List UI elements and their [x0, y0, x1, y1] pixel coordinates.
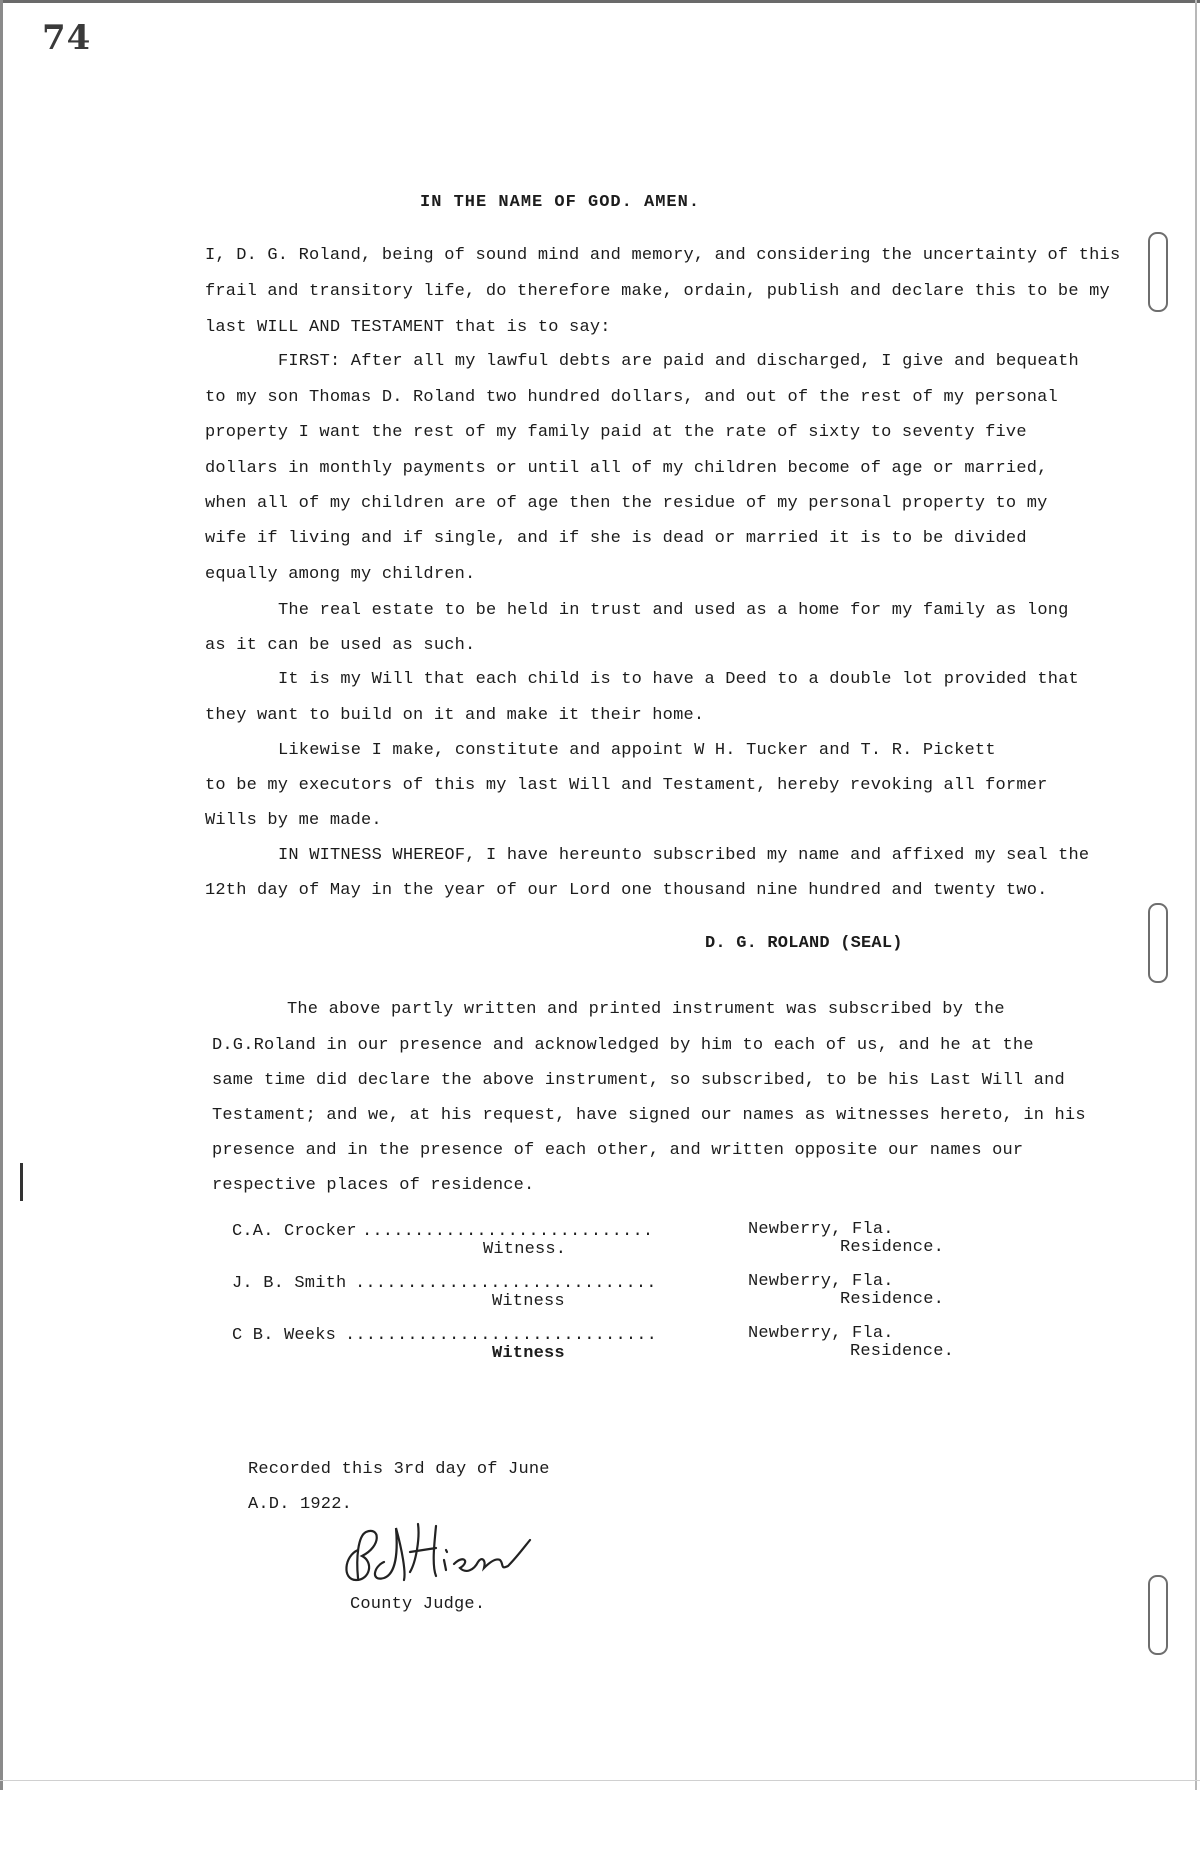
- body-line: property I want the rest of my family paid at the rate of sixty to seventy five: [205, 423, 1027, 442]
- body-line: It is my Will that each child is to have a Deed to a double lot provided that: [278, 670, 1079, 689]
- binder-hole: [1148, 1575, 1168, 1655]
- attestation-line: presence and in the presence of each other, and written opposite our names our: [212, 1141, 1024, 1160]
- witness-place-label: Residence.: [840, 1238, 945, 1257]
- scan-edge-bottom: [0, 1780, 1200, 1781]
- body-line: dollars in monthly payments or until all of my children become of age or married,: [205, 459, 1048, 478]
- witness-place: Newberry, Fla.: [748, 1272, 894, 1291]
- testator-signature: D. G. ROLAND (SEAL): [705, 934, 903, 953]
- witness-place-label: Residence.: [850, 1342, 955, 1361]
- body-line: to be my executors of this my last Will and Testament, hereby revoking all former: [205, 776, 1048, 795]
- witness-place: Newberry, Fla.: [748, 1220, 894, 1239]
- body-line: The real estate to be held in trust and used as a home for my family as long: [278, 601, 1069, 620]
- body-line: 12th day of May in the year of our Lord one thousand nine hundred and twenty two.: [205, 881, 1048, 900]
- scan-edge-right: [1195, 0, 1197, 1790]
- body-line: FIRST: After all my lawful debts are paid and discharged, I give and bequeath: [278, 352, 1079, 371]
- witness-dots: .............................: [355, 1274, 657, 1293]
- witness-name: J. B. Smith: [232, 1274, 347, 1293]
- body-line: equally among my children.: [205, 565, 476, 584]
- body-line: frail and transitory life, do therefore make, ordain, publish and declare this to be my: [205, 282, 1110, 301]
- witness-name: C B. Weeks: [232, 1326, 337, 1345]
- body-line: when all of my children are of age then the residue of my personal property to my: [205, 494, 1048, 513]
- scan-edge-top: [0, 0, 1200, 3]
- attestation-line: The above partly written and printed instrument was subscribed by the: [287, 1000, 1005, 1019]
- attestation-line: D.G.Roland in our presence and acknowledged by him to each of us, and he at the: [212, 1036, 1034, 1055]
- county-judge-signature: [340, 1510, 540, 1590]
- binder-hole: [1148, 903, 1168, 983]
- witness-dots: ..............................: [345, 1326, 658, 1345]
- page-number: 74: [42, 18, 92, 58]
- recorded-year-line: A.D. 1922.: [248, 1495, 353, 1514]
- body-line: I, D. G. Roland, being of sound mind and memory, and considering the uncertainty of this: [205, 246, 1121, 265]
- binder-hole: [1148, 232, 1168, 312]
- recorded-date-line: Recorded this 3rd day of June: [248, 1460, 550, 1479]
- witness-place: Newberry, Fla.: [748, 1324, 894, 1343]
- body-line: last WILL AND TESTAMENT that is to say:: [205, 318, 611, 337]
- witness-role: Witness.: [483, 1240, 567, 1259]
- body-line: Likewise I make, constitute and appoint W H. Tucker and T. R. Pickett: [278, 741, 996, 760]
- attestation-line: Testament; and we, at his request, have signed our names as witnesses hereto, in his: [212, 1106, 1086, 1125]
- witness-place-label: Residence.: [840, 1290, 945, 1309]
- scan-edge-left: [0, 0, 3, 1790]
- attestation-line: respective places of residence.: [212, 1176, 535, 1195]
- county-judge-title: County Judge.: [350, 1595, 486, 1614]
- body-line: they want to build on it and make it their home.: [205, 706, 705, 725]
- body-line: wife if living and if single, and if she is dead or married it is to be divided: [205, 529, 1027, 548]
- attestation-line: same time did declare the above instrument, so subscribed, to be his Last Will and: [212, 1071, 1065, 1090]
- body-line: to my son Thomas D. Roland two hundred dollars, and out of the rest of my personal: [205, 388, 1058, 407]
- witness-name: C.A. Crocker: [232, 1222, 357, 1241]
- body-line: Wills by me made.: [205, 811, 382, 830]
- body-line: as it can be used as such.: [205, 636, 476, 655]
- will-heading: IN THE NAME OF GOD. AMEN.: [420, 193, 701, 212]
- witness-dots: ............................: [362, 1222, 654, 1241]
- scan-speck: [20, 1163, 23, 1201]
- witness-role: Witness: [492, 1292, 565, 1311]
- body-line: IN WITNESS WHEREOF, I have hereunto subscribed my name and affixed my seal the: [278, 846, 1090, 865]
- witness-role: Witness: [492, 1344, 565, 1363]
